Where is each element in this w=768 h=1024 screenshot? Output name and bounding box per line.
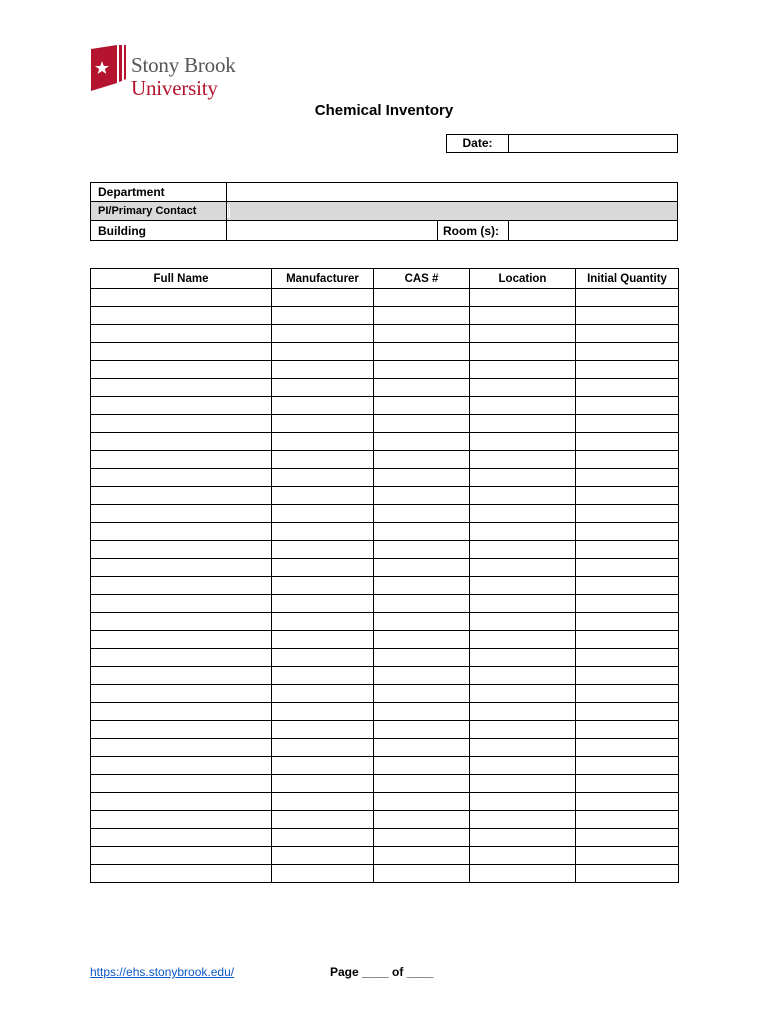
table-cell[interactable] (272, 505, 374, 523)
table-cell[interactable] (470, 847, 576, 865)
table-cell[interactable] (272, 793, 374, 811)
date-input[interactable] (509, 135, 677, 152)
table-cell[interactable] (576, 307, 679, 325)
inventory-body (91, 289, 679, 883)
table-cell[interactable] (272, 343, 374, 361)
table-cell[interactable] (374, 811, 470, 829)
table-cell[interactable] (576, 649, 679, 667)
column-header-full-name: Full Name (91, 269, 272, 289)
table-row (91, 847, 679, 865)
table-cell[interactable] (91, 595, 272, 613)
table-cell[interactable] (470, 379, 576, 397)
table-cell[interactable] (470, 397, 576, 415)
logo-line-2: University (131, 76, 218, 100)
table-cell[interactable] (374, 361, 470, 379)
table-cell[interactable] (374, 649, 470, 667)
table-cell[interactable] (470, 703, 576, 721)
table-cell[interactable] (272, 433, 374, 451)
table-cell[interactable] (470, 721, 576, 739)
table-cell[interactable] (272, 523, 374, 541)
table-cell[interactable] (374, 433, 470, 451)
table-row (91, 505, 679, 523)
table-cell[interactable] (272, 307, 374, 325)
table-cell[interactable] (374, 667, 470, 685)
room-input[interactable] (509, 221, 677, 240)
table-cell[interactable] (470, 685, 576, 703)
table-cell[interactable] (374, 577, 470, 595)
table-cell[interactable] (374, 397, 470, 415)
table-cell[interactable] (576, 361, 679, 379)
table-cell[interactable] (272, 595, 374, 613)
table-cell[interactable] (470, 343, 576, 361)
table-cell[interactable] (91, 811, 272, 829)
table-cell[interactable] (374, 415, 470, 433)
table-cell[interactable] (374, 559, 470, 577)
table-cell[interactable] (374, 289, 470, 307)
table-cell[interactable] (470, 667, 576, 685)
table-cell[interactable] (576, 721, 679, 739)
table-cell[interactable] (272, 289, 374, 307)
table-cell[interactable] (272, 541, 374, 559)
table-cell[interactable] (576, 433, 679, 451)
table-cell[interactable] (272, 469, 374, 487)
table-cell[interactable] (576, 667, 679, 685)
table-cell[interactable] (374, 865, 470, 883)
table-cell[interactable] (272, 415, 374, 433)
table-cell[interactable] (91, 775, 272, 793)
table-row (91, 757, 679, 775)
table-cell[interactable] (374, 685, 470, 703)
table-cell[interactable] (374, 703, 470, 721)
table-row (91, 703, 679, 721)
table-row (91, 775, 679, 793)
table-cell[interactable] (272, 703, 374, 721)
pi-row (91, 202, 677, 221)
table-row (91, 811, 679, 829)
table-cell[interactable] (374, 379, 470, 397)
table-row (91, 397, 679, 415)
table-cell[interactable] (470, 433, 576, 451)
column-header-initial-quantity: Initial Quantity (576, 269, 679, 289)
table-cell[interactable] (374, 595, 470, 613)
table-cell[interactable] (91, 739, 272, 757)
table-cell[interactable] (91, 505, 272, 523)
table-cell[interactable] (470, 505, 576, 523)
table-cell[interactable] (576, 451, 679, 469)
table-cell[interactable] (91, 847, 272, 865)
room-label: Room (s): (437, 221, 509, 240)
table-cell[interactable] (374, 631, 470, 649)
table-row (91, 595, 679, 613)
university-logo (89, 45, 249, 101)
table-cell[interactable] (576, 505, 679, 523)
table-row (91, 613, 679, 631)
table-cell[interactable] (91, 865, 272, 883)
table-cell[interactable] (272, 379, 374, 397)
table-cell[interactable] (374, 721, 470, 739)
table-cell[interactable] (470, 631, 576, 649)
ehs-website-link[interactable]: https://ehs.stonybrook.edu/ (90, 965, 235, 979)
pi-input[interactable] (227, 204, 677, 218)
table-cell[interactable] (576, 829, 679, 847)
table-cell[interactable] (272, 847, 374, 865)
table-cell[interactable] (272, 577, 374, 595)
table-cell[interactable] (272, 487, 374, 505)
table-row (91, 325, 679, 343)
date-label: Date: (447, 135, 509, 152)
table-cell[interactable] (374, 757, 470, 775)
table-cell[interactable] (91, 379, 272, 397)
table-cell[interactable] (576, 865, 679, 883)
shield-icon (89, 45, 127, 91)
table-cell[interactable] (576, 325, 679, 343)
table-cell[interactable] (91, 325, 272, 343)
pi-label: PI/Primary Contact (91, 202, 227, 220)
table-cell[interactable] (91, 307, 272, 325)
table-cell[interactable] (91, 541, 272, 559)
table-cell[interactable] (91, 577, 272, 595)
table-cell[interactable] (374, 505, 470, 523)
table-cell[interactable] (470, 523, 576, 541)
table-cell[interactable] (91, 829, 272, 847)
table-cell[interactable] (374, 307, 470, 325)
table-cell[interactable] (470, 559, 576, 577)
table-cell[interactable] (576, 289, 679, 307)
table-cell[interactable] (576, 541, 679, 559)
building-input[interactable] (227, 221, 437, 240)
table-cell[interactable] (374, 739, 470, 757)
table-cell[interactable] (272, 667, 374, 685)
table-cell[interactable] (470, 289, 576, 307)
table-cell[interactable] (576, 595, 679, 613)
table-cell[interactable] (576, 613, 679, 631)
table-cell[interactable] (470, 775, 576, 793)
inventory-table (90, 268, 679, 883)
table-cell[interactable] (91, 793, 272, 811)
table-cell[interactable] (576, 415, 679, 433)
table-cell[interactable] (576, 703, 679, 721)
table-cell[interactable] (576, 631, 679, 649)
table-cell[interactable] (91, 757, 272, 775)
table-cell[interactable] (374, 325, 470, 343)
table-cell[interactable] (272, 361, 374, 379)
table-row (91, 667, 679, 685)
table-cell[interactable] (272, 811, 374, 829)
table-cell[interactable] (470, 307, 576, 325)
table-cell[interactable] (91, 703, 272, 721)
table-row (91, 865, 679, 883)
table-cell[interactable] (272, 739, 374, 757)
table-row (91, 577, 679, 595)
table-row (91, 559, 679, 577)
logo-line-1: Stony Brook (131, 53, 236, 77)
table-row (91, 289, 679, 307)
table-cell[interactable] (374, 613, 470, 631)
table-cell[interactable] (470, 811, 576, 829)
table-cell[interactable] (374, 469, 470, 487)
table-row (91, 451, 679, 469)
table-cell[interactable] (470, 361, 576, 379)
table-cell[interactable] (91, 433, 272, 451)
table-cell[interactable] (576, 523, 679, 541)
table-cell[interactable] (91, 559, 272, 577)
table-cell[interactable] (576, 847, 679, 865)
table-cell[interactable] (272, 613, 374, 631)
table-cell[interactable] (576, 469, 679, 487)
table-cell[interactable] (576, 487, 679, 505)
table-row (91, 487, 679, 505)
table-cell[interactable] (470, 865, 576, 883)
table-cell[interactable] (374, 847, 470, 865)
table-cell[interactable] (272, 631, 374, 649)
table-cell[interactable] (470, 541, 576, 559)
column-header-cas: CAS # (374, 269, 470, 289)
table-cell[interactable] (272, 559, 374, 577)
table-cell[interactable] (374, 829, 470, 847)
table-cell[interactable] (91, 397, 272, 415)
table-cell[interactable] (91, 487, 272, 505)
table-row (91, 343, 679, 361)
table-row (91, 829, 679, 847)
table-cell[interactable] (470, 595, 576, 613)
inventory-header-row (91, 269, 679, 289)
table-cell[interactable] (91, 667, 272, 685)
table-cell[interactable] (374, 775, 470, 793)
table-row (91, 379, 679, 397)
table-cell[interactable] (374, 343, 470, 361)
table-cell[interactable] (374, 523, 470, 541)
table-cell[interactable] (91, 721, 272, 739)
table-cell[interactable] (91, 415, 272, 433)
table-cell[interactable] (91, 649, 272, 667)
table-cell[interactable] (576, 577, 679, 595)
table-cell[interactable] (91, 451, 272, 469)
table-row (91, 739, 679, 757)
table-cell[interactable] (576, 559, 679, 577)
table-row (91, 415, 679, 433)
table-row (91, 523, 679, 541)
table-cell[interactable] (272, 757, 374, 775)
department-row (91, 183, 677, 202)
table-cell[interactable] (91, 613, 272, 631)
table-cell[interactable] (470, 613, 576, 631)
table-cell[interactable] (272, 685, 374, 703)
table-cell[interactable] (576, 397, 679, 415)
table-row (91, 721, 679, 739)
table-cell[interactable] (470, 469, 576, 487)
column-header-manufacturer: Manufacturer (272, 269, 374, 289)
table-cell[interactable] (272, 775, 374, 793)
table-cell[interactable] (374, 541, 470, 559)
table-cell[interactable] (470, 649, 576, 667)
table-cell[interactable] (470, 415, 576, 433)
table-row (91, 649, 679, 667)
table-cell[interactable] (91, 631, 272, 649)
table-cell[interactable] (576, 757, 679, 775)
table-cell[interactable] (576, 793, 679, 811)
table-row (91, 433, 679, 451)
table-cell[interactable] (470, 829, 576, 847)
table-cell[interactable] (272, 865, 374, 883)
table-cell[interactable] (470, 325, 576, 343)
table-row (91, 793, 679, 811)
department-input[interactable] (227, 183, 677, 201)
table-row (91, 685, 679, 703)
table-row (91, 541, 679, 559)
table-cell[interactable] (272, 397, 374, 415)
table-cell[interactable] (576, 685, 679, 703)
table-cell[interactable] (470, 793, 576, 811)
table-cell[interactable] (470, 577, 576, 595)
table-cell[interactable] (576, 811, 679, 829)
page-title: Chemical Inventory (314, 102, 454, 119)
table-cell[interactable] (91, 361, 272, 379)
table-row (91, 631, 679, 649)
table-cell[interactable] (470, 757, 576, 775)
info-table (90, 182, 678, 241)
table-cell[interactable] (576, 379, 679, 397)
table-cell[interactable] (470, 739, 576, 757)
table-row (91, 469, 679, 487)
table-cell[interactable] (470, 451, 576, 469)
table-cell[interactable] (576, 739, 679, 757)
table-cell[interactable] (272, 649, 374, 667)
column-header-location: Location (470, 269, 576, 289)
table-cell[interactable] (91, 523, 272, 541)
table-cell[interactable] (470, 487, 576, 505)
table-cell[interactable] (91, 469, 272, 487)
table-cell[interactable] (272, 721, 374, 739)
table-cell[interactable] (272, 451, 374, 469)
table-cell[interactable] (91, 289, 272, 307)
table-cell[interactable] (374, 793, 470, 811)
table-cell[interactable] (272, 325, 374, 343)
table-row (91, 307, 679, 325)
table-cell[interactable] (272, 829, 374, 847)
table-cell[interactable] (91, 685, 272, 703)
building-row (91, 221, 677, 240)
building-label: Building (91, 221, 227, 240)
table-cell[interactable] (576, 775, 679, 793)
table-cell[interactable] (374, 487, 470, 505)
table-row (91, 361, 679, 379)
table-cell[interactable] (91, 343, 272, 361)
department-label: Department (91, 183, 227, 201)
page-number-field: Page ____ of ____ (330, 965, 434, 979)
table-cell[interactable] (576, 343, 679, 361)
table-cell[interactable] (374, 451, 470, 469)
date-field-box (446, 134, 678, 153)
